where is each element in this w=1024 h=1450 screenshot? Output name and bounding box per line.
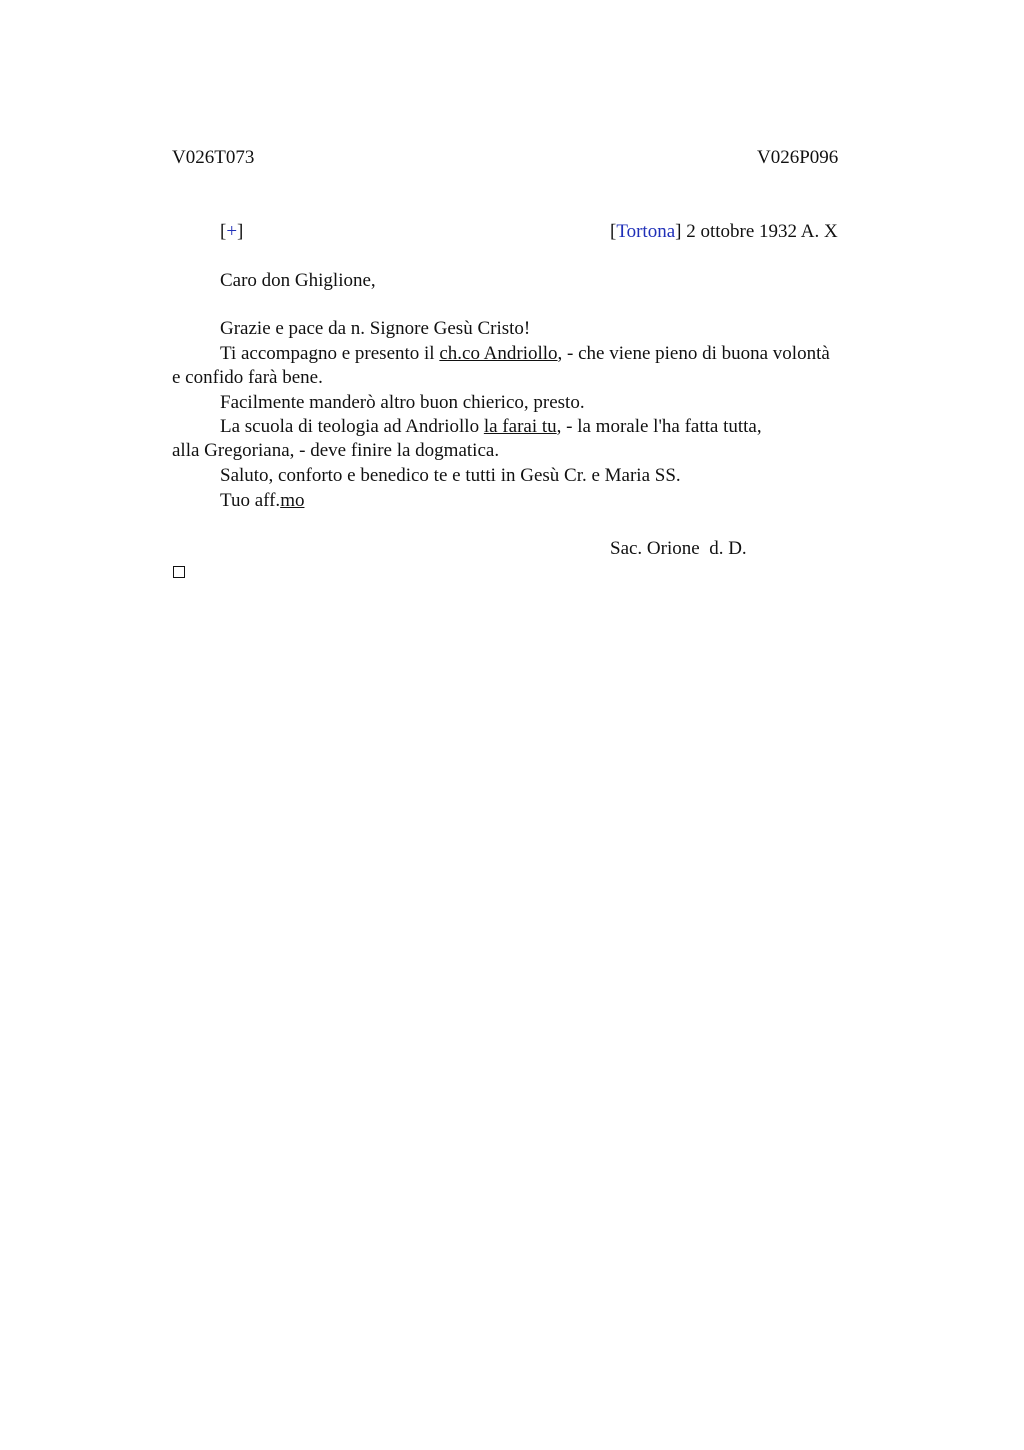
closing xyxy=(220,489,304,513)
end-box-icon xyxy=(173,566,185,578)
letter-date: 2 ottobre 1932 A. X xyxy=(681,221,838,242)
place-bracket-close: ] xyxy=(675,221,682,242)
body-line-4: Facilmente manderò altro buon chierico, presto. xyxy=(220,392,585,413)
body-line-1: Grazie e pace da n. Signore Gesù Cristo! xyxy=(220,318,531,339)
body-line-5-end: , - la morale l'ha fatta tutta, xyxy=(556,416,762,437)
place-bracket-open: [ xyxy=(610,221,617,242)
closing-text: Tuo aff. xyxy=(220,490,281,511)
body-line-2-start: Ti accompagno e presento il xyxy=(220,343,440,364)
cross-bracket-open: [ xyxy=(220,221,227,242)
body-line-2-end: , - che viene pieno di buona volontà xyxy=(557,343,830,364)
header-right-code: V026P096 xyxy=(757,147,839,168)
body-line-5 xyxy=(220,415,762,439)
salutation: Caro don Ghiglione, xyxy=(220,270,376,291)
place-link[interactable]: Tortona xyxy=(616,221,676,242)
header-left-code: V026T073 xyxy=(172,147,255,168)
underlined-name: ch.co Andriollo xyxy=(439,343,558,364)
body-line-7: Saluto, conforto e benedico te e tutti in Gesù Cr. e Maria SS. xyxy=(220,465,681,486)
place-date xyxy=(610,220,838,244)
underlined-phrase: la farai tu xyxy=(483,416,557,437)
body-line-2 xyxy=(220,342,830,366)
signature: Sac. Orione d. D. xyxy=(610,538,747,559)
body-line-5-start: La scuola di teologia ad Andriollo xyxy=(220,416,484,437)
cross-marker xyxy=(220,220,243,244)
closing-superscript: mo xyxy=(280,490,305,511)
cross-bracket-close: ] xyxy=(237,221,244,242)
body-line-6: alla Gregoriana, - deve finire la dogmatica. xyxy=(172,440,500,461)
body-line-3: e confido farà bene. xyxy=(172,367,323,388)
cross-link[interactable]: + xyxy=(226,221,238,242)
